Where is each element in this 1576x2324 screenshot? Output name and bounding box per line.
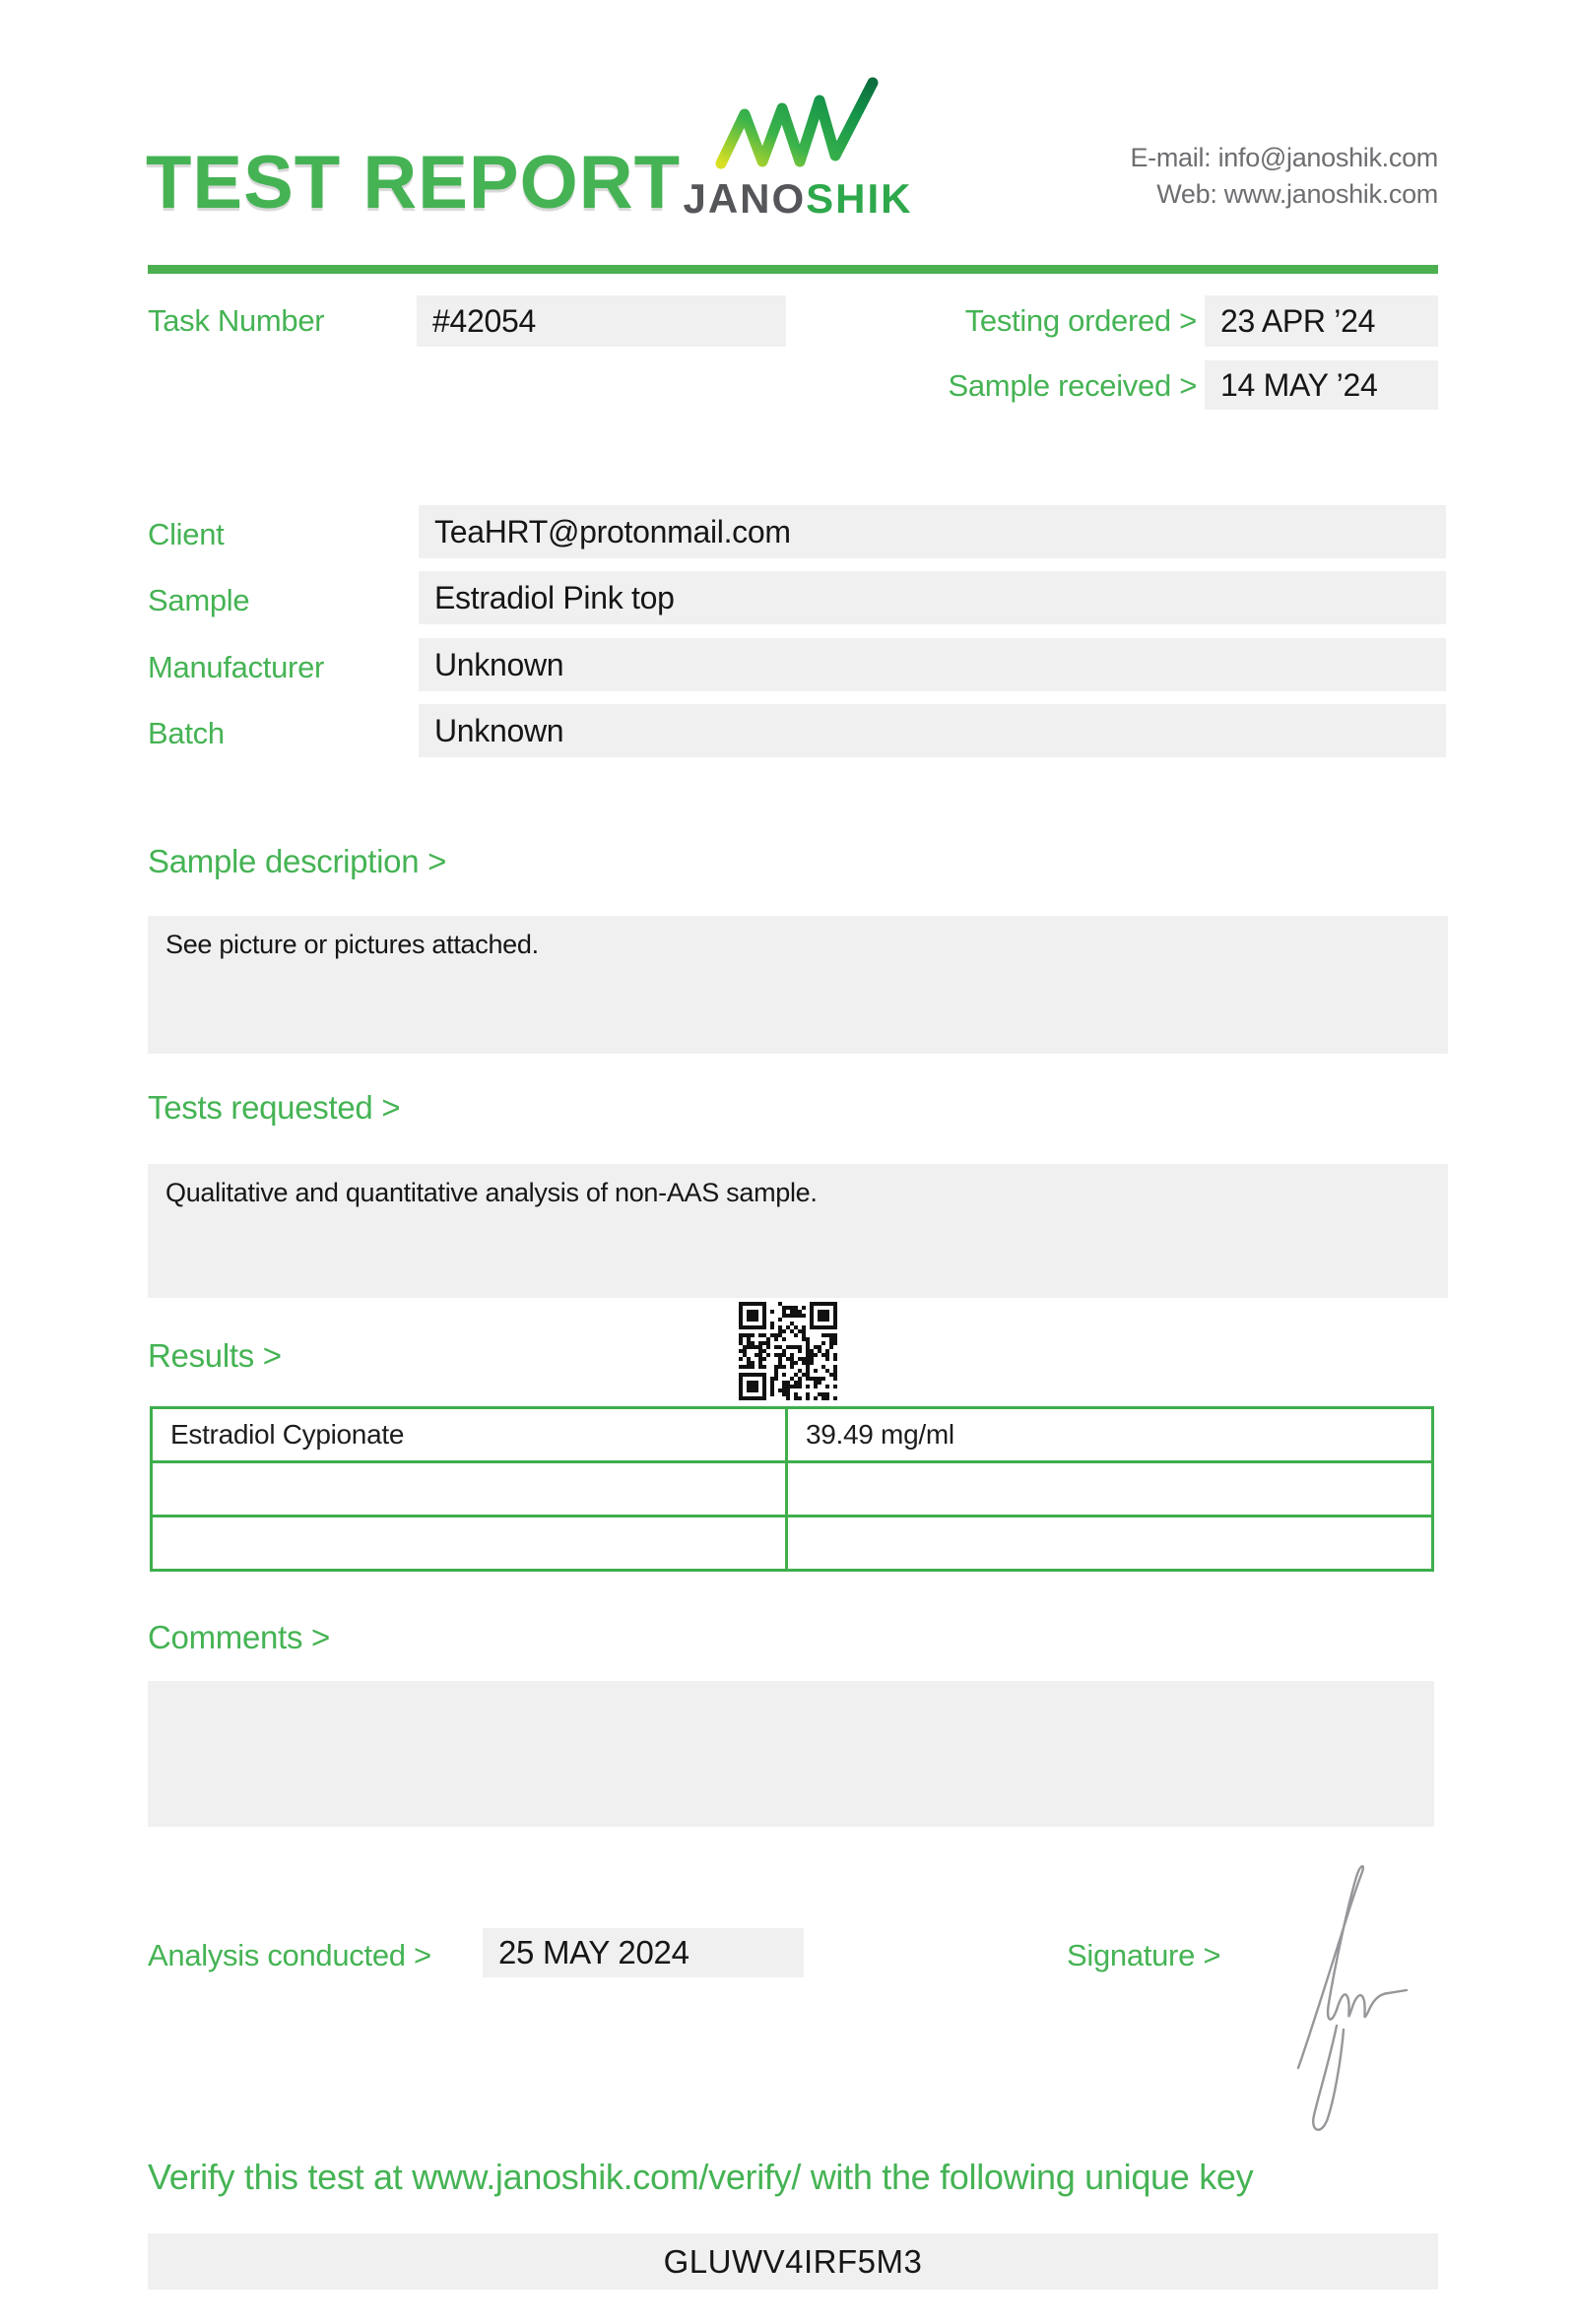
detail-label-batch: Batch [148, 716, 225, 750]
header-divider [148, 265, 1438, 274]
results-row [152, 1462, 1433, 1517]
results-row [152, 1517, 1433, 1571]
signature-label: Signature > [1067, 1938, 1221, 1972]
analysis-date-value: 25 MAY 2024 [483, 1928, 804, 1977]
tests-requested-box: Qualitative and quantitative analysis of non-AAS sample. [148, 1164, 1448, 1298]
results-row [152, 1408, 1433, 1462]
contact-web: Web: www.janoshik.com [1156, 179, 1438, 209]
result-value: 39.49 mg/ml [787, 1408, 1433, 1462]
detail-label-sample: Sample [148, 583, 250, 617]
detail-label-manufacturer: Manufacturer [148, 650, 325, 684]
sample-received-value: 14 MAY ’24 [1205, 360, 1438, 410]
task-number-value: #42054 [417, 295, 786, 347]
result-value [787, 1462, 1433, 1517]
logo-wordmark [680, 175, 916, 223]
results-heading: Results > [148, 1337, 282, 1374]
sample-description-heading: Sample description > [148, 843, 447, 879]
qr-code [739, 1302, 837, 1400]
testing-ordered-label: Testing ordered > [964, 303, 1197, 338]
sample-received-label: Sample received > [948, 368, 1197, 403]
result-value [787, 1517, 1433, 1571]
detail-value-client: TeaHRT@protonmail.com [419, 505, 1446, 558]
detail-label-client: Client [148, 517, 225, 551]
verify-instruction: Verify this test at www.janoshik.com/verify/ with the following unique key [148, 2157, 1254, 2197]
contact-block [1130, 140, 1438, 213]
tests-requested-heading: Tests requested > [148, 1089, 401, 1126]
unique-key-bar [148, 2233, 1438, 2290]
page-title: TEST REPORT [146, 141, 682, 225]
rising-chart-icon [709, 75, 886, 173]
unique-key: GLUWV4IRF5M3 [663, 2242, 923, 2280]
task-number-label: Task Number [148, 303, 325, 338]
contact-email: E-mail: info@janoshik.com [1130, 143, 1438, 172]
janoshik-logo [680, 75, 916, 223]
analysis-conducted-label: Analysis conducted > [148, 1938, 431, 1972]
detail-value-manufacturer: Unknown [419, 638, 1446, 691]
results-table [150, 1406, 1434, 1572]
result-name [152, 1462, 787, 1517]
logo-word-green: SHIK [806, 175, 913, 222]
detail-value-sample: Estradiol Pink top [419, 571, 1446, 624]
comments-heading: Comments > [148, 1619, 330, 1655]
result-name: Estradiol Cypionate [152, 1408, 787, 1462]
result-name [152, 1517, 787, 1571]
comments-box [148, 1681, 1434, 1827]
testing-ordered-value: 23 APR ’24 [1205, 295, 1438, 347]
logo-word-dark: JANO [683, 175, 807, 222]
signature-image [1277, 1840, 1430, 2141]
sample-description-box: See picture or pictures attached. [148, 916, 1448, 1054]
detail-value-batch: Unknown [419, 704, 1446, 757]
